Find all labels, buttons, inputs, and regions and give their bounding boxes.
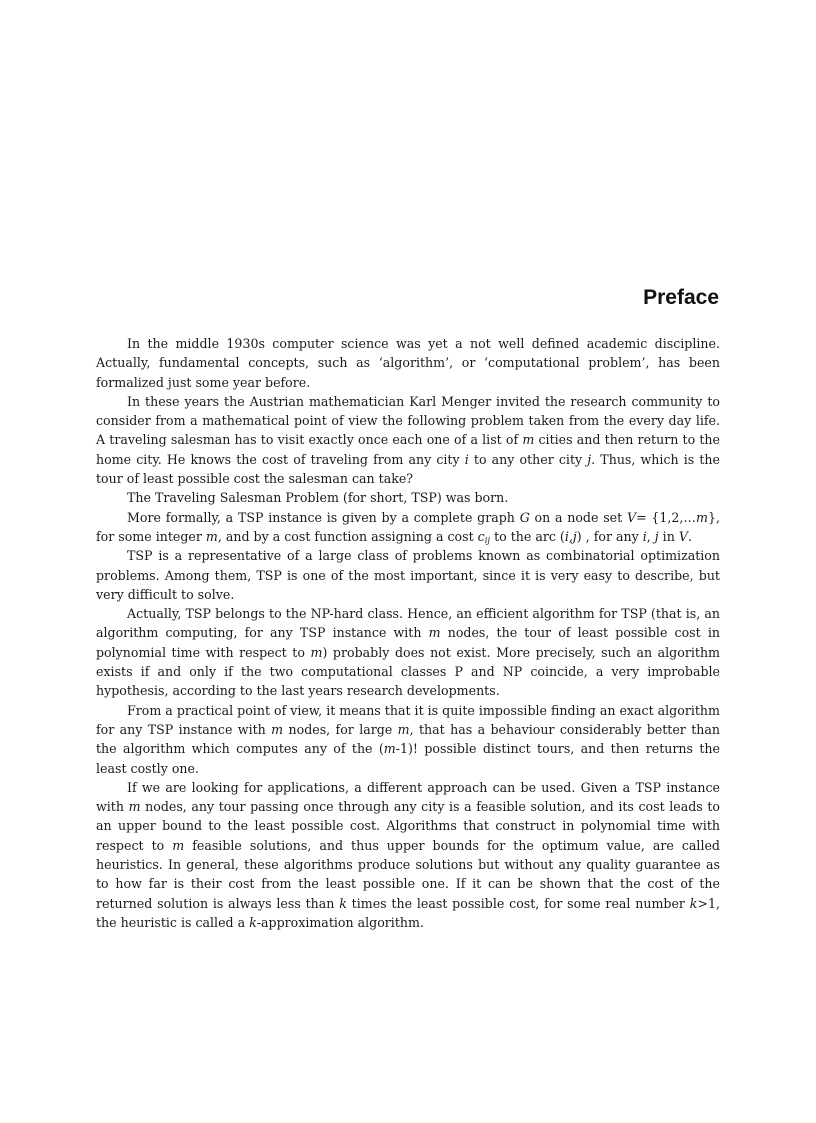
italic-symbol: i <box>642 528 647 544</box>
body-paragraph <box>96 334 720 392</box>
page-title: Preface <box>643 286 719 309</box>
text-run: , that has a behaviour considerably better than the algorithm which computes any of the ( <box>96 721 720 757</box>
italic-symbol: m <box>428 625 441 641</box>
text-run: to the arc ( <box>490 528 565 544</box>
text-run: Actually, TSP belongs to the NP-hard class. Hence, an efficient algorithm for TSP (that is, an algorithm computing, for any TSP instance with <box>96 606 720 641</box>
text-run: times the least possible cost, for some real number <box>346 895 690 911</box>
body-paragraph <box>96 488 720 507</box>
italic-symbol: V <box>678 528 688 544</box>
text-run: The Traveling Salesman Problem (for short, TSP) was born. <box>127 490 509 506</box>
italic-symbol: m <box>383 741 396 757</box>
text-run: . Thus, which is the tour of least possible cost the salesman can take? <box>96 451 720 487</box>
italic-symbol: G <box>519 509 530 525</box>
text-run: feasible solutions, and thus upper bounds for the optimum value, are called heuristics. In general, these algorithms produce solutions but without any quality guarantee as to how far is their cost from the least possible one. If it can be shown that the cost of the returned solution is always less than <box>96 837 720 911</box>
text-run: , and by a cost function assigning a cost <box>217 528 478 544</box>
italic-symbol: m <box>172 837 185 853</box>
italic-symbol: k <box>339 895 347 911</box>
italic-symbol: m <box>397 721 410 737</box>
body-paragraph <box>96 546 720 604</box>
text-run: In the middle 1930s computer science was yet a not well defined academic discipline. Actually, fundamental concepts, such as ‘algorithm’, or ‘computational problem’, has been formalized just some year before. <box>96 336 720 390</box>
text-run: nodes, the tour of least possible cost in polynomial time with respect to <box>96 625 720 660</box>
subscript-symbol: ij <box>484 535 491 546</box>
italic-symbol: k <box>249 914 257 930</box>
body-paragraph <box>96 778 720 932</box>
text-run: -1)! possible distinct tours, and then returns the least costly one. <box>96 741 720 776</box>
text-run: to any other city <box>468 451 588 467</box>
italic-symbol: c <box>477 528 485 544</box>
italic-symbol: m <box>696 509 708 525</box>
text-run: nodes, for large <box>283 721 398 737</box>
text-run: in <box>658 528 679 544</box>
text-run: >1, the heuristic is called a <box>96 895 720 930</box>
text-run: From a practical point of view, it means that it is quite impossible finding an exact algorithm for any TSP instance with <box>96 702 720 737</box>
text-run: , <box>646 528 655 544</box>
text-run: cities and then return to the home city. He knows the cost of traveling from any city <box>96 432 720 467</box>
italic-symbol: V <box>626 509 637 525</box>
italic-symbol: j <box>654 528 659 544</box>
text-run: ) , for any <box>576 528 643 544</box>
body-paragraph <box>96 508 720 547</box>
italic-symbol: m <box>205 528 218 544</box>
body-paragraph <box>96 392 720 488</box>
text-run: If we are looking for applications, a different approach can be used. Given a TSP instance with <box>96 779 720 815</box>
text-run: ) probably does not exist. More precisely, such an algorithm exists if and only if the two computational classes P and NP coincide, a very improbable hypothesis, according to the last years research developments. <box>96 644 720 699</box>
text-run: -approximation algorithm. <box>256 914 424 930</box>
text-run: = {1,2,… <box>636 509 697 525</box>
italic-symbol: m <box>128 799 141 815</box>
italic-symbol: j <box>587 451 592 467</box>
text-run: }, for some integer <box>96 509 720 544</box>
body-paragraph <box>96 604 720 700</box>
italic-symbol: k <box>689 895 698 911</box>
text-run: In these years the Austrian mathematician Karl Menger invited the research community to consider from a mathematical point of view the following problem taken from the every day life. A traveling salesman has to visit exactly once each one of a list of <box>96 393 720 448</box>
text-run: on a node set <box>529 509 627 525</box>
text-run: TSP is a representative of a large class of problems known as combinatorial optimization problems. Among them, TSP is one of the most important, since it is very easy to describe, but very difficult to solve. <box>96 548 720 602</box>
text-run: More formally, a TSP instance is given by a complete graph <box>127 509 520 525</box>
italic-symbol: i,j <box>564 528 577 544</box>
text-run: . <box>687 528 692 544</box>
italic-symbol: m <box>522 432 535 448</box>
italic-symbol: m <box>271 721 284 737</box>
text-run: nodes, any tour passing once through any city is a feasible solution, and its cost leads to an upper bound to the least possible cost. Algorithms that construct in polynomial time with respect to <box>96 799 720 853</box>
italic-symbol: m <box>310 644 323 660</box>
preface-body <box>96 334 720 932</box>
body-paragraph <box>96 701 720 778</box>
italic-symbol: i <box>464 451 469 467</box>
